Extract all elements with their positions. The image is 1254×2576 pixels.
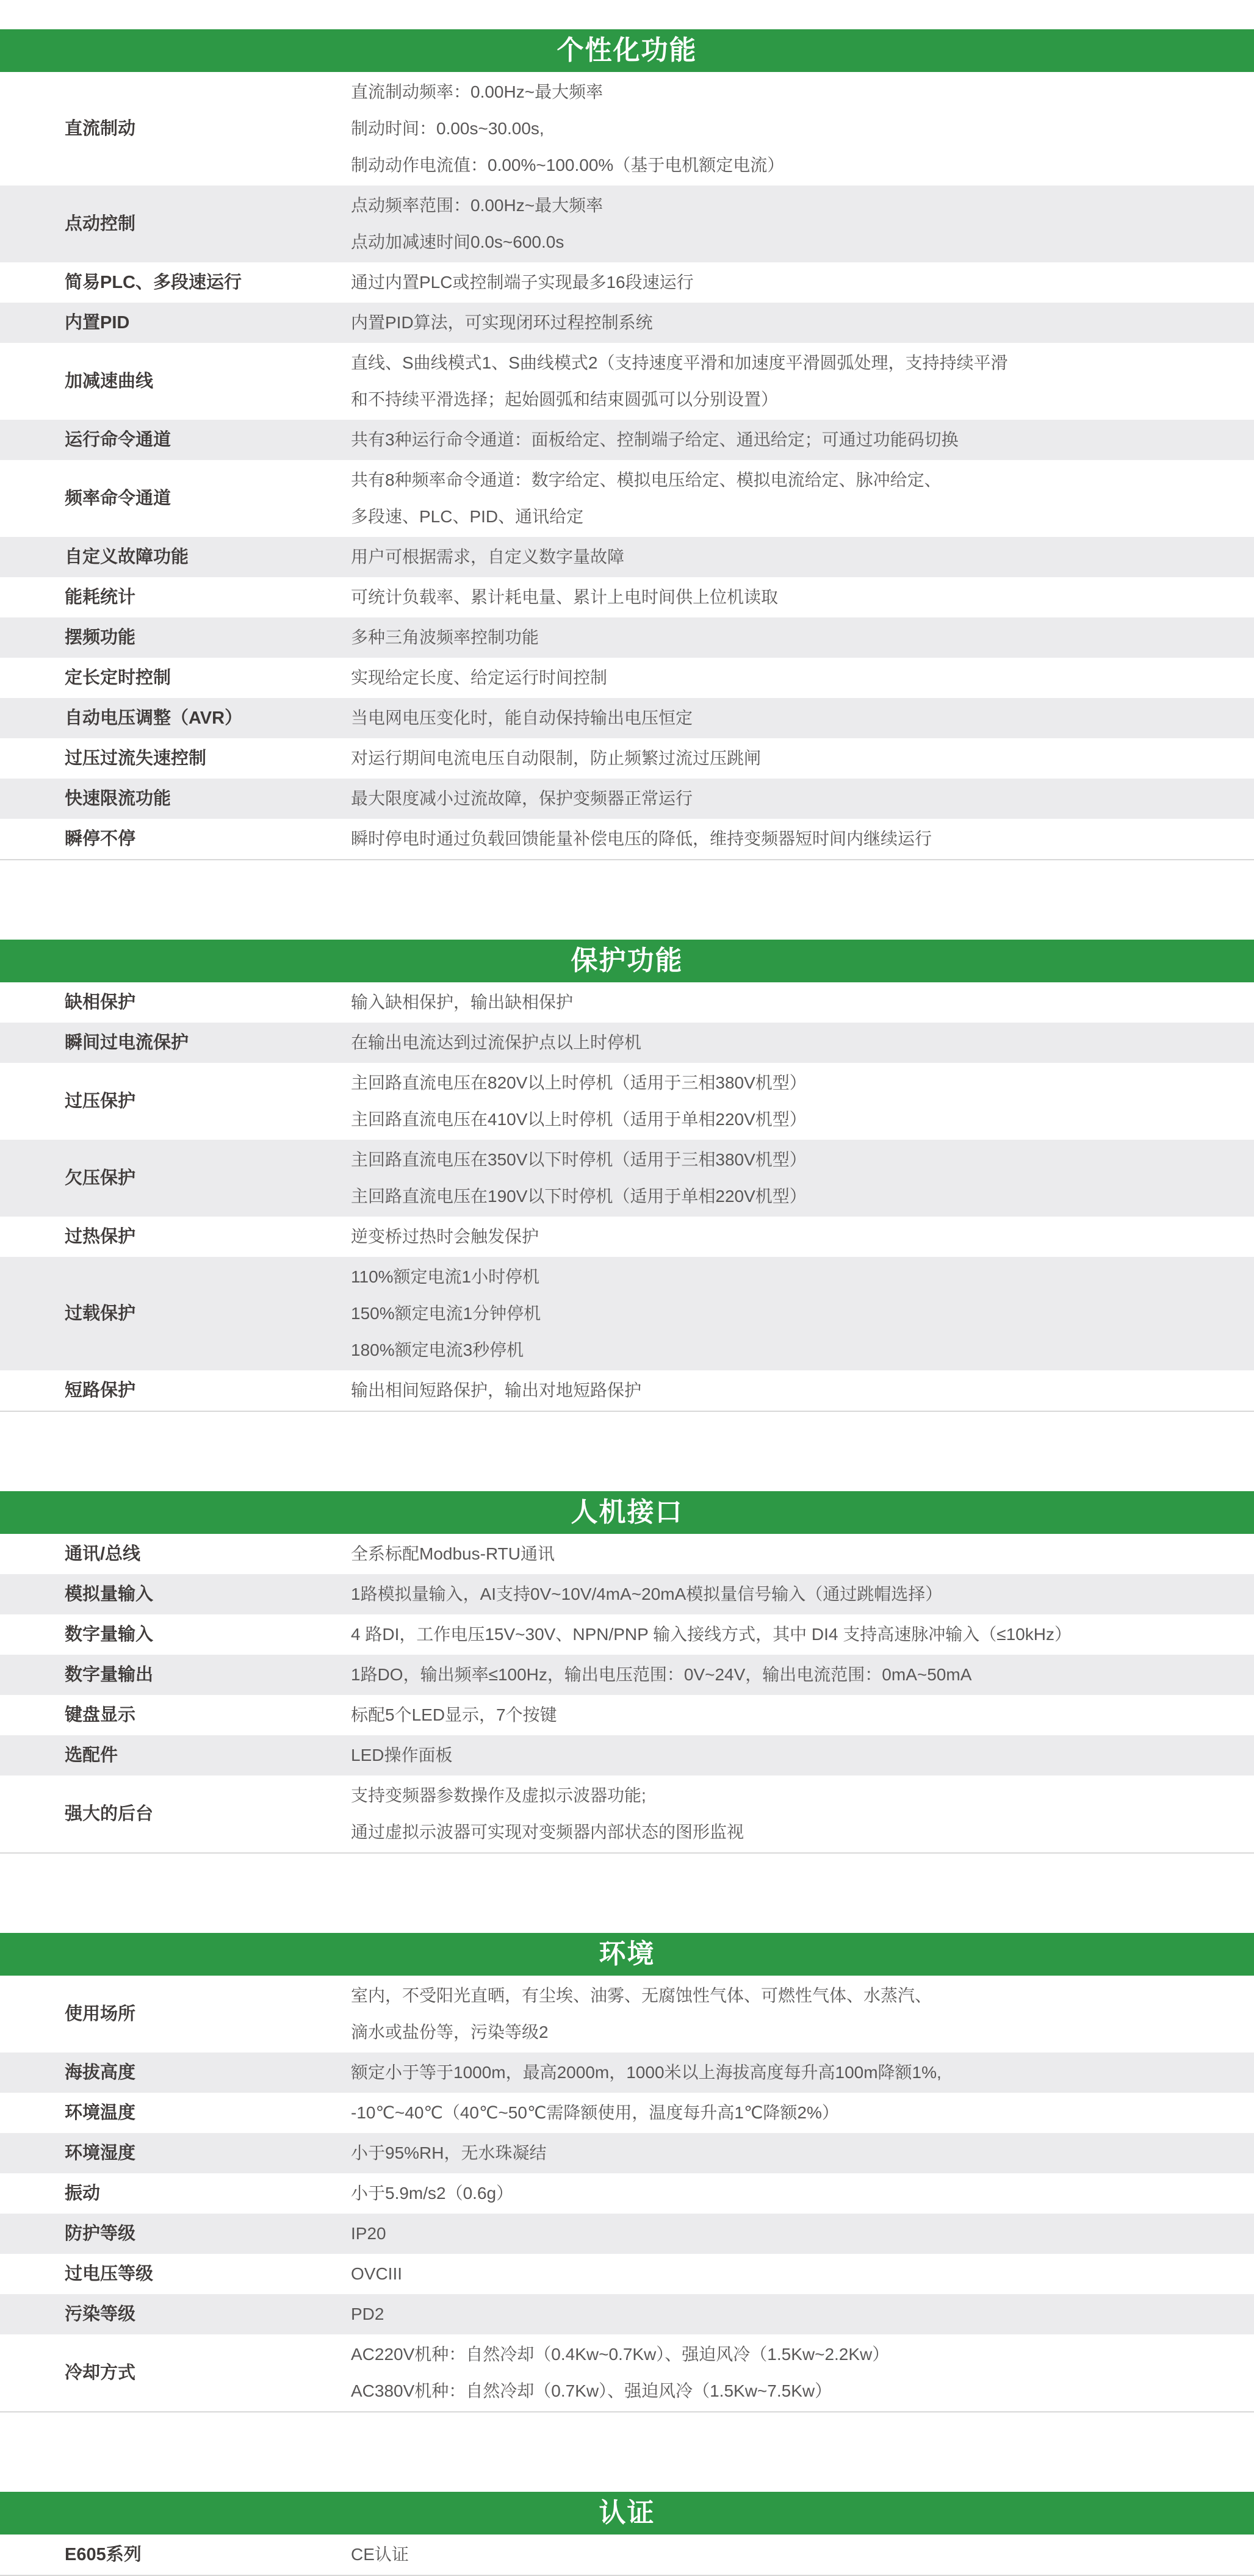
- spec-label: 强大的后台: [65, 1804, 154, 1824]
- section-personalized-functions: [0, 29, 1254, 860]
- spec-value-line: 和不持续平滑选择；起始圆弧和结束圆弧可以分别设置）: [351, 390, 779, 409]
- spec-value-line: 实现给定长度、给定运行时间控制: [351, 668, 608, 687]
- spec-value: [351, 2053, 1254, 2093]
- spec-label: 过电压等级: [65, 2264, 154, 2284]
- spec-value-line: 1路模拟量输入，AI支持0V~10V/4mA~20mA模拟量信号输入（通过跳帽选择）: [351, 1585, 943, 1603]
- spec-value-line: CE认证: [351, 2545, 409, 2564]
- spec-value-line: 在输出电流达到过流保护点以上时停机: [351, 1033, 642, 1052]
- section-rows: [0, 72, 1254, 860]
- spec-value-line: -10℃~40℃（40℃~50℃需降额使用，温度每升高1℃降额2%）: [351, 2103, 839, 2122]
- spec-label: E605系列: [65, 2545, 142, 2564]
- spec-row: [0, 1614, 1254, 1655]
- spec-value-line: 4 路DI，工作电压15V~30V、NPN/PNP 输入接线方式，其中 DI4 支持高速脉冲输入（≤10kHz）: [351, 1625, 1072, 1644]
- spec-value-line: 主回路直流电压在410V以上时停机（适用于单相220V机型）: [351, 1110, 807, 1129]
- spec-label: 定长定时控制: [65, 668, 171, 688]
- spec-row: [0, 779, 1254, 819]
- spec-value: [351, 819, 1254, 859]
- spec-value-line: 多段速、PLC、PID、通讯给定: [351, 507, 584, 526]
- spec-value-line: PD2: [351, 2304, 384, 2323]
- spec-value: [351, 577, 1254, 617]
- spec-value: [351, 1695, 1254, 1735]
- spec-value: [351, 1655, 1254, 1695]
- spec-value: [351, 738, 1254, 779]
- spec-value-line: 直线、S曲线模式1、S曲线模式2（支持速度平滑和加速度平滑圆弧处理，支持持续平滑: [351, 353, 1008, 372]
- section-environment: [0, 1933, 1254, 2412]
- spec-value: [351, 1257, 1254, 1370]
- spec-label: 通讯/总线: [65, 1544, 141, 1564]
- spec-label: 频率命令通道: [65, 489, 171, 508]
- spec-label: 环境温度: [65, 2103, 136, 2123]
- spec-label: 加减速曲线: [65, 372, 154, 391]
- spec-value: [351, 2334, 1254, 2411]
- spec-label: 过压保护: [65, 1092, 136, 1111]
- spec-value-line: 全系标配Modbus-RTU通讯: [351, 1544, 555, 1563]
- spec-value-line: 对运行期间电流电压自动限制，防止频繁过流过压跳闸: [351, 749, 762, 768]
- spec-value-line: 点动加减速时间0.0s~600.0s: [351, 232, 564, 251]
- spec-row: [0, 738, 1254, 779]
- spec-row: [0, 1976, 1254, 2053]
- spec-value: [351, 262, 1254, 303]
- spec-row: [0, 2173, 1254, 2214]
- spec-label: 缺相保护: [65, 993, 136, 1012]
- spec-label: 数字量输出: [65, 1665, 154, 1685]
- spec-value: [351, 420, 1254, 460]
- spec-value: [351, 1574, 1254, 1614]
- spec-row: [0, 1257, 1254, 1370]
- spec-label: 过热保护: [65, 1227, 136, 1247]
- spec-label: 瞬停不停: [65, 829, 136, 849]
- spec-value: [351, 2093, 1254, 2133]
- spec-value-line: 支持变频器参数操作及虚拟示波器功能;: [351, 1786, 646, 1805]
- spec-row: [0, 2093, 1254, 2133]
- spec-value: [351, 1217, 1254, 1257]
- spec-value: [351, 2214, 1254, 2254]
- spec-row: [0, 982, 1254, 1023]
- section-title: 保护功能: [0, 940, 1254, 982]
- spec-value: [351, 698, 1254, 738]
- spec-value: [351, 1370, 1254, 1411]
- spec-row: [0, 1023, 1254, 1063]
- spec-label: 摆频功能: [65, 628, 136, 647]
- spec-value: [351, 2294, 1254, 2334]
- section-title: 环境: [0, 1933, 1254, 1976]
- spec-label: 自定义故障功能: [65, 547, 189, 567]
- spec-row: [0, 1370, 1254, 1412]
- spec-label: 选配件: [65, 1746, 118, 1765]
- spec-row: [0, 658, 1254, 698]
- spec-label: 快速限流功能: [65, 789, 171, 808]
- spec-label: 点动控制: [65, 214, 136, 234]
- spec-label: 过压过流失速控制: [65, 749, 207, 768]
- spec-row: [0, 2254, 1254, 2294]
- spec-label: 振动: [65, 2184, 101, 2203]
- spec-value-line: 当电网电压变化时，能自动保持输出电压恒定: [351, 708, 693, 727]
- spec-value-line: IP20: [351, 2224, 386, 2243]
- spec-value-line: 额定小于等于1000m，最高2000m，1000米以上海拔高度每升高100m降额1%,: [351, 2063, 942, 2082]
- spec-label: 数字量输入: [65, 1625, 154, 1644]
- section-rows: [0, 982, 1254, 1412]
- spec-label: 海拔高度: [65, 2063, 136, 2082]
- section-title: 人机接口: [0, 1491, 1254, 1534]
- spec-label: 直流制动: [65, 119, 136, 139]
- spec-value: [351, 460, 1254, 537]
- spec-value: [351, 617, 1254, 658]
- spec-value-line: AC380V机种：自然冷却（0.7Kw）、强迫风冷（1.5Kw~7.5Kw）: [351, 2381, 832, 2400]
- spec-value-line: 主回路直流电压在820V以上时停机（适用于三相380V机型）: [351, 1073, 807, 1092]
- spec-row: [0, 72, 1254, 185]
- spec-label: 内置PID: [65, 313, 130, 333]
- section-rows: [0, 2535, 1254, 2576]
- spec-label: 冷却方式: [65, 2363, 136, 2383]
- spec-value: [351, 2535, 1254, 2575]
- spec-row: [0, 819, 1254, 860]
- spec-value: [351, 1534, 1254, 1574]
- spec-value: [351, 779, 1254, 819]
- spec-value: [351, 1023, 1254, 1063]
- spec-row: [0, 2535, 1254, 2576]
- spec-value-line: 输出相间短路保护，输出对地短路保护: [351, 1381, 642, 1400]
- spec-row: [0, 1775, 1254, 1854]
- spec-value-line: 共有8种频率命令通道：数字给定、模拟电压给定、模拟电流给定、脉冲给定、: [351, 470, 942, 489]
- section-title: 个性化功能: [0, 29, 1254, 72]
- spec-value-line: OVCIII: [351, 2264, 403, 2283]
- spec-label: 防护等级: [65, 2224, 136, 2243]
- spec-label: 键盘显示: [65, 1705, 136, 1725]
- spec-value-line: AC220V机种：自然冷却（0.4Kw~0.7Kw）、强迫风冷（1.5Kw~2.2Kw）: [351, 2345, 890, 2364]
- spec-value-line: 室内，不受阳光直晒，有尘埃、油雾、无腐蚀性气体、可燃性气体、水蒸汽、: [351, 1986, 932, 2005]
- spec-row: [0, 698, 1254, 738]
- spec-value-line: 通过虚拟示波器可实现对变频器内部状态的图形监视: [351, 1822, 744, 1841]
- spec-label: 自动电压调整（AVR）: [65, 708, 243, 728]
- spec-label: 污染等级: [65, 2304, 136, 2324]
- spec-value-line: 滴水或盐份等，污染等级2: [351, 2023, 549, 2042]
- section-rows: [0, 1534, 1254, 1854]
- spec-label: 模拟量输入: [65, 1585, 154, 1604]
- spec-value-line: 主回路直流电压在350V以下时停机（适用于三相380V机型）: [351, 1150, 807, 1169]
- spec-value-line: LED操作面板: [351, 1746, 453, 1765]
- spec-value: [351, 658, 1254, 698]
- spec-row: [0, 1534, 1254, 1574]
- spec-row: [0, 2053, 1254, 2093]
- spec-value-line: 110%额定电流1小时停机: [351, 1267, 540, 1286]
- spec-value: [351, 1614, 1254, 1655]
- section-certification: [0, 2492, 1254, 2576]
- spec-value: [351, 982, 1254, 1023]
- section-title: 认证: [0, 2492, 1254, 2535]
- spec-value-line: 150%额定电流1分钟停机: [351, 1304, 541, 1323]
- spec-value-line: 通过内置PLC或控制端子实现最多16段速运行: [351, 273, 694, 292]
- spec-label: 欠压保护: [65, 1168, 136, 1188]
- spec-value: [351, 2133, 1254, 2173]
- spec-value-line: 用户可根据需求，自定义数字量故障: [351, 547, 625, 566]
- spec-value-line: 输入缺相保护，输出缺相保护: [351, 993, 574, 1012]
- spec-row: [0, 2294, 1254, 2334]
- spec-row: [0, 1140, 1254, 1217]
- spec-row: [0, 185, 1254, 262]
- spec-value-line: 直流制动频率：0.00Hz~最大频率: [351, 82, 604, 101]
- spec-value-line: 小于5.9m/s2（0.6g）: [351, 2184, 514, 2203]
- spec-value-line: 共有3种运行命令通道：面板给定、控制端子给定、通迅给定；可通过功能码切换: [351, 430, 959, 449]
- spec-label: 过载保护: [65, 1304, 136, 1323]
- spec-row: [0, 343, 1254, 420]
- spec-row: [0, 1695, 1254, 1735]
- spec-row: [0, 1063, 1254, 1140]
- spec-label: 短路保护: [65, 1381, 136, 1400]
- spec-value: [351, 1063, 1254, 1140]
- spec-row: [0, 1655, 1254, 1695]
- spec-value: [351, 343, 1254, 420]
- spec-value: [351, 537, 1254, 577]
- spec-value: [351, 72, 1254, 185]
- spec-row: [0, 420, 1254, 460]
- spec-row: [0, 460, 1254, 537]
- spec-value: [351, 2254, 1254, 2294]
- spec-row: [0, 1735, 1254, 1775]
- spec-value-line: 最大限度减小过流故障，保护变频器正常运行: [351, 789, 693, 808]
- spec-row: [0, 1574, 1254, 1614]
- spec-value-line: 180%额定电流3秒停机: [351, 1340, 524, 1359]
- spec-label: 环境湿度: [65, 2143, 136, 2163]
- spec-value: [351, 1140, 1254, 1217]
- spec-value-line: 小于95%RH，无水珠凝结: [351, 2143, 547, 2162]
- spec-row: [0, 1217, 1254, 1257]
- spec-row: [0, 577, 1254, 617]
- section-protection-functions: [0, 940, 1254, 1412]
- spec-row: [0, 2214, 1254, 2254]
- spec-value-line: 制动时间：0.00s~30.00s,: [351, 119, 544, 138]
- spec-value-line: 内置PID算法，可实现闭环过程控制系统: [351, 313, 653, 332]
- spec-value-line: 多种三角波频率控制功能: [351, 628, 539, 647]
- spec-value-line: 主回路直流电压在190V以下时停机（适用于单相220V机型）: [351, 1187, 807, 1206]
- spec-label: 简易PLC、多段速运行: [65, 273, 242, 292]
- spec-value: [351, 1775, 1254, 1852]
- spec-value: [351, 2173, 1254, 2214]
- spec-value: [351, 303, 1254, 343]
- spec-value-line: 逆变桥过热时会触发保护: [351, 1227, 539, 1246]
- section-human-machine-interface: [0, 1491, 1254, 1854]
- spec-row: [0, 2334, 1254, 2412]
- spec-value: [351, 1735, 1254, 1775]
- spec-value-line: 点动频率范围：0.00Hz~最大频率: [351, 196, 604, 215]
- spec-value-line: 可统计负载率、累计耗电量、累计上电时间供上位机读取: [351, 588, 779, 606]
- spec-value: [351, 185, 1254, 262]
- spec-row: [0, 2133, 1254, 2173]
- spec-label: 能耗统计: [65, 588, 136, 607]
- spec-value-line: 瞬时停电时通过负载回馈能量补偿电压的降低，维持变频器短时间内继续运行: [351, 829, 932, 848]
- spec-value: [351, 1976, 1254, 2053]
- spec-label: 瞬间过电流保护: [65, 1033, 189, 1052]
- spec-row: [0, 303, 1254, 343]
- spec-value-line: 1路DO，输出频率≤100Hz，输出电压范围：0V~24V，输出电流范围：0mA~50mA: [351, 1665, 972, 1684]
- spec-row: [0, 537, 1254, 577]
- spec-label: 运行命令通道: [65, 430, 171, 450]
- spec-label: 使用场所: [65, 2004, 136, 2024]
- section-rows: [0, 1976, 1254, 2412]
- spec-row: [0, 262, 1254, 303]
- spec-value-line: 标配5个LED显示，7个按键: [351, 1705, 557, 1724]
- spec-value-line: 制动动作电流值：0.00%~100.00%（基于电机额定电流）: [351, 156, 785, 174]
- spec-row: [0, 617, 1254, 658]
